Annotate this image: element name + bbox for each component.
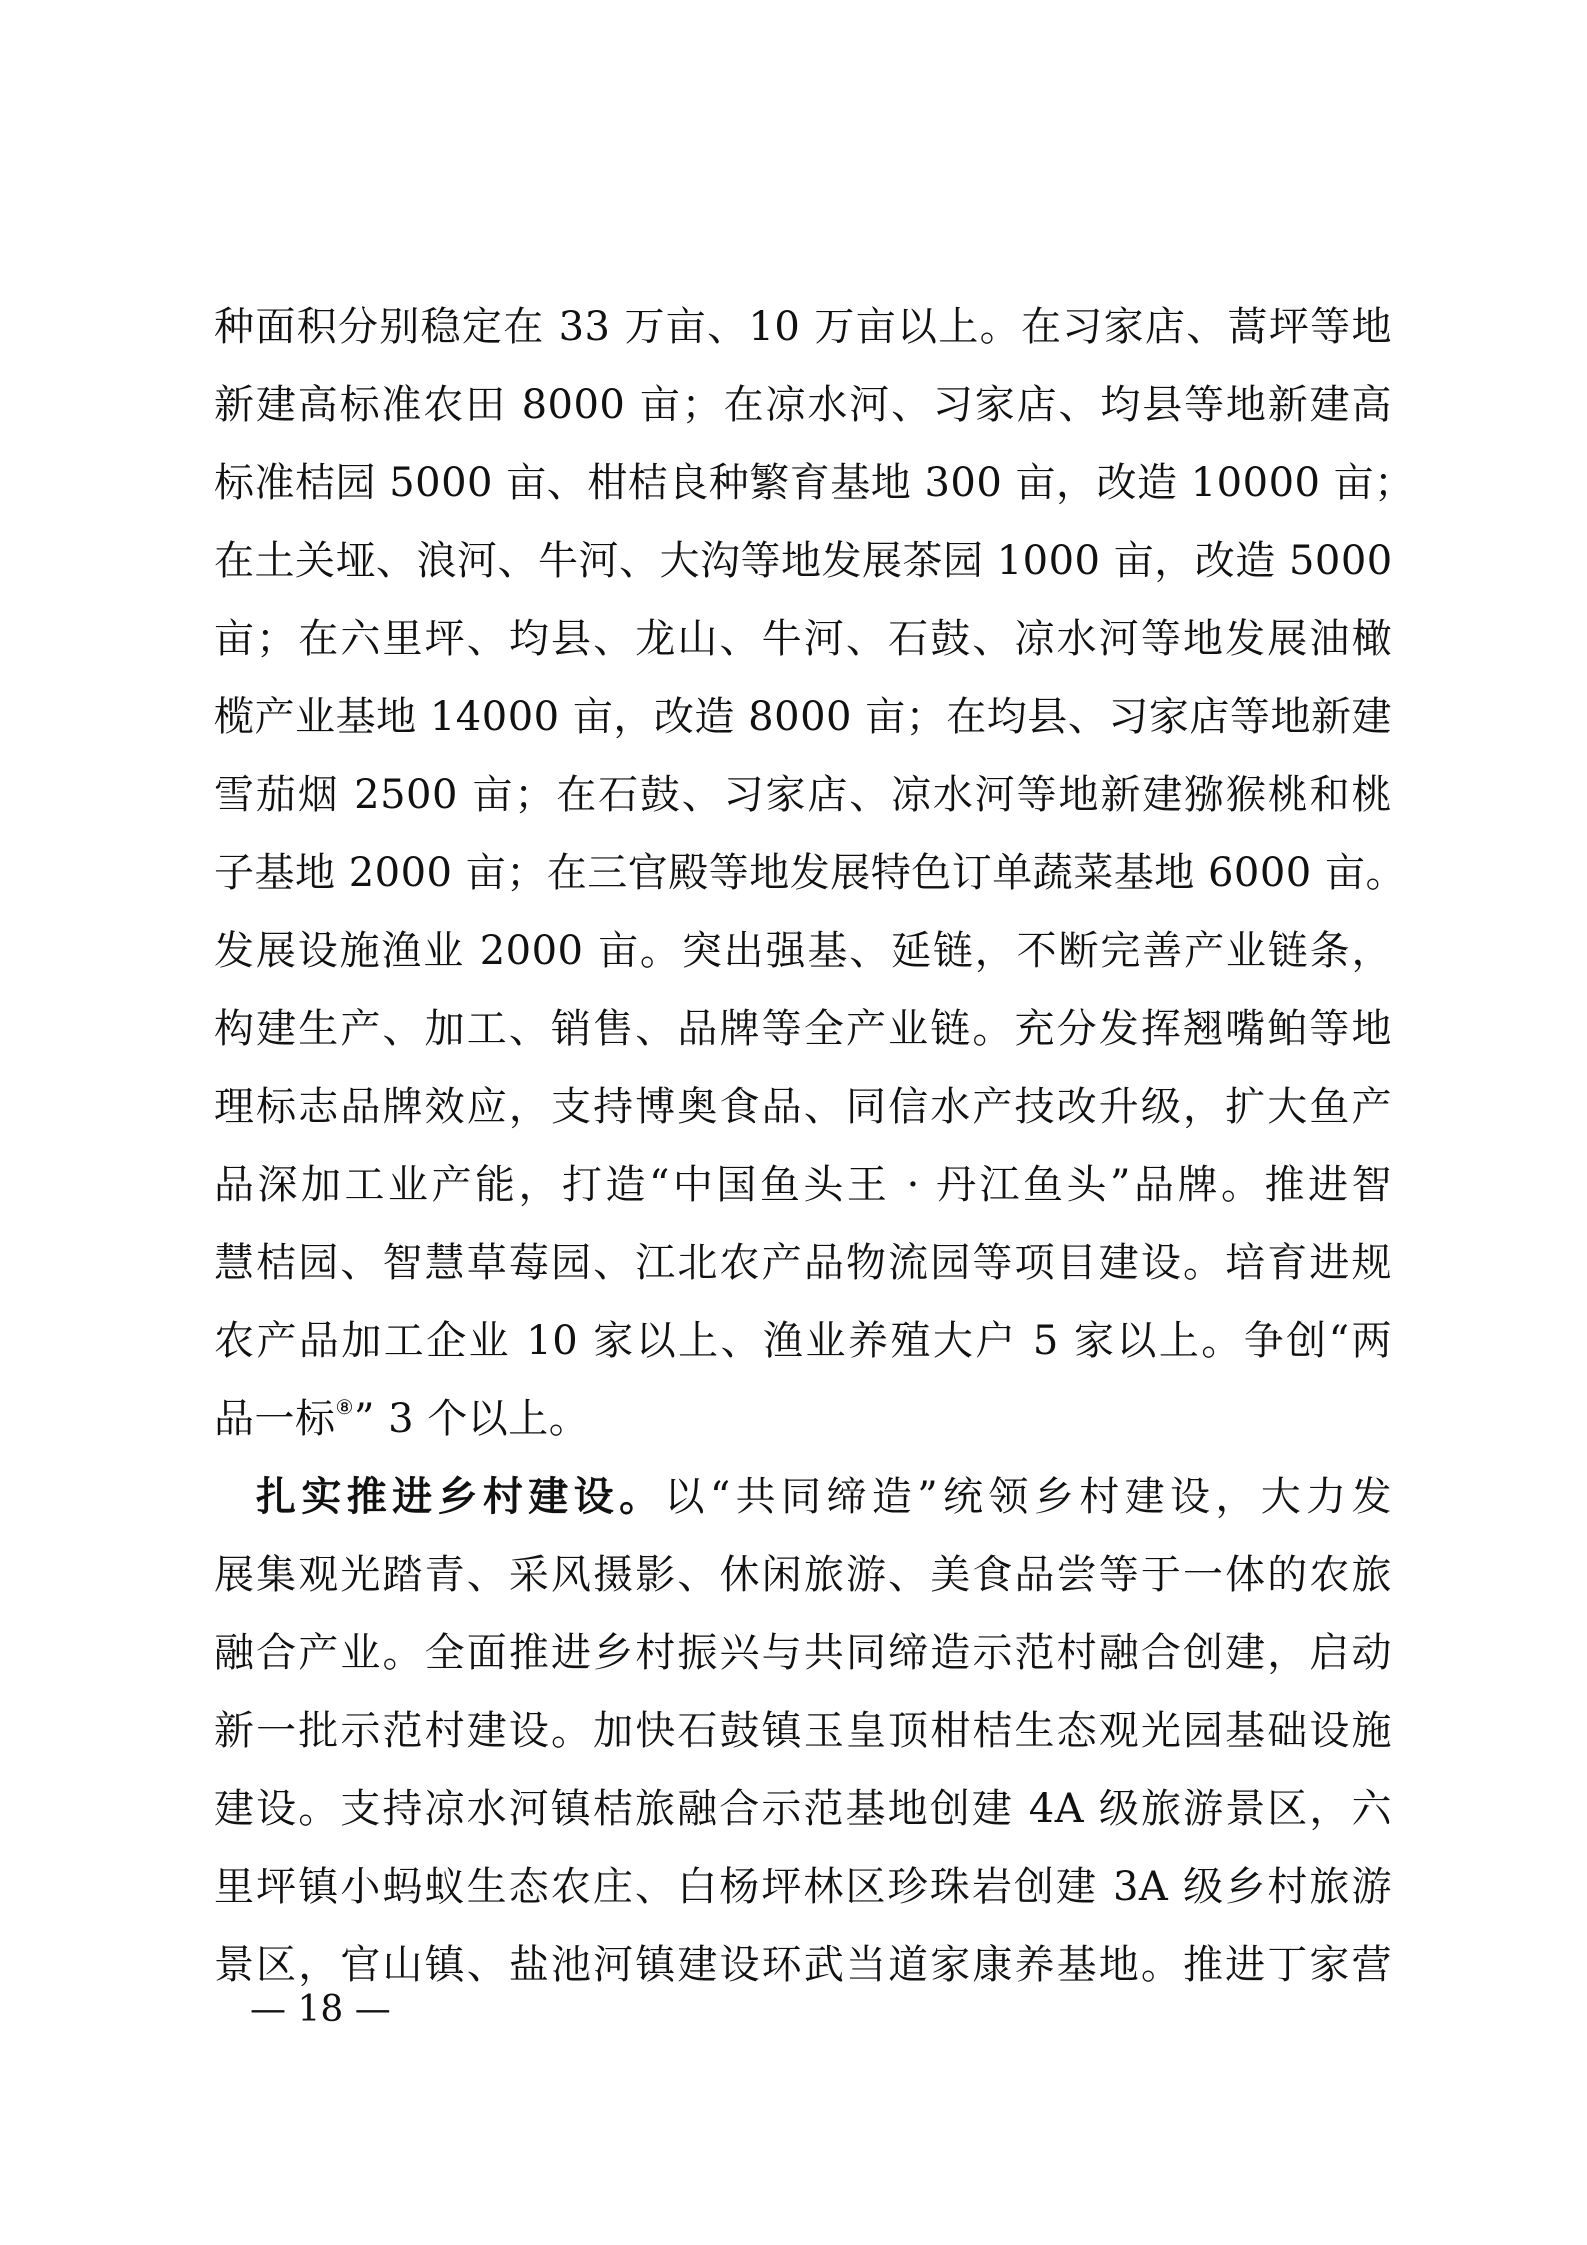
text-line: 新一批示范村建设。加快石鼓镇玉皇顶柑桔生态观光园基础设施 [214,1708,1392,1754]
text-segment: 品一标 [214,1396,336,1442]
text-line: 在土关垭、浪河、牛河、大沟等地发展茶园 1000 亩，改造 5000 [214,538,1393,584]
text-line: 雪茄烟 2500 亩；在石鼓、习家店、凉水河等地新建猕猴桃和桃 [214,772,1392,818]
text-line: 里坪镇小蚂蚁生态农庄、白杨坪林区珍珠岩创建 3A 级乡村旅游 [214,1864,1392,1910]
text-line: 亩；在六里坪、均县、龙山、牛河、石鼓、凉水河等地发展油橄 [214,616,1392,662]
text-line: 品深加工业产能，打造“中国鱼头王 · 丹江鱼头”品牌。推进智 [214,1162,1392,1208]
text-line: 新建高标准农田 8000 亩；在凉水河、习家店、均县等地新建高 [214,382,1392,428]
text-line-lead [214,1458,1392,1536]
text-line: 榄产业基地 14000 亩，改造 8000 亩；在均县、习家店等地新建 [214,694,1392,740]
text-line: 构建生产、加工、销售、品牌等全产业链。充分发挥翘嘴鲌等地 [214,1006,1392,1052]
text-line: 慧桔园、智慧草莓园、江北农产品物流园等项目建设。培育进规 [214,1240,1392,1286]
text-segment: ” 3 个以上。 [353,1396,590,1442]
text-line: 农产品加工企业 10 家以上、渔业养殖大户 5 家以上。争创“两 [214,1318,1392,1364]
text-line: 子基地 2000 亩；在三官殿等地发展特色订单蔬菜基地 6000 亩。 [214,850,1406,896]
text-line: 建设。支持凉水河镇桔旅融合示范基地创建 4A 级旅游景区，六 [214,1786,1392,1832]
text-line: 理标志品牌效应，支持博奥食品、同信水产技改升级，扩大鱼产 [214,1084,1392,1130]
text-line: 展集观光踏青、采风摄影、休闲旅游、美食品尝等于一体的农旅 [214,1552,1392,1598]
paragraph-rural-construction [214,1458,1392,2004]
page-number: — 18 — [250,1989,391,2030]
text-line-with-footnote [214,1380,1392,1458]
text-line: 标准桔园 5000 亩、柑桔良种繁育基地 300 亩，改造 10000 亩； [214,460,1415,506]
text-line: 发展设施渔业 2000 亩。突出强基、延链，不断完善产业链条， [214,928,1392,974]
text-line: 种面积分别稳定在 33 万亩、10 万亩以上。在习家店、蒿坪等地 [214,304,1392,350]
paragraph-lead-heading: 扎实推进乡村建设。 [256,1473,665,1520]
footnote-mark: ⑧ [335,1395,354,1419]
paragraph-agriculture [214,288,1415,1458]
text-segment: 以“共同缔造”统领乡村建设，大力发 [664,1474,1393,1520]
text-line: 景区，官山镇、盐池河镇建设环武当道家康养基地。推进丁家营 [214,1942,1392,1988]
body-text [214,288,1415,2004]
text-line: 融合产业。全面推进乡村振兴与共同缔造示范村融合创建，启动 [214,1630,1392,1676]
